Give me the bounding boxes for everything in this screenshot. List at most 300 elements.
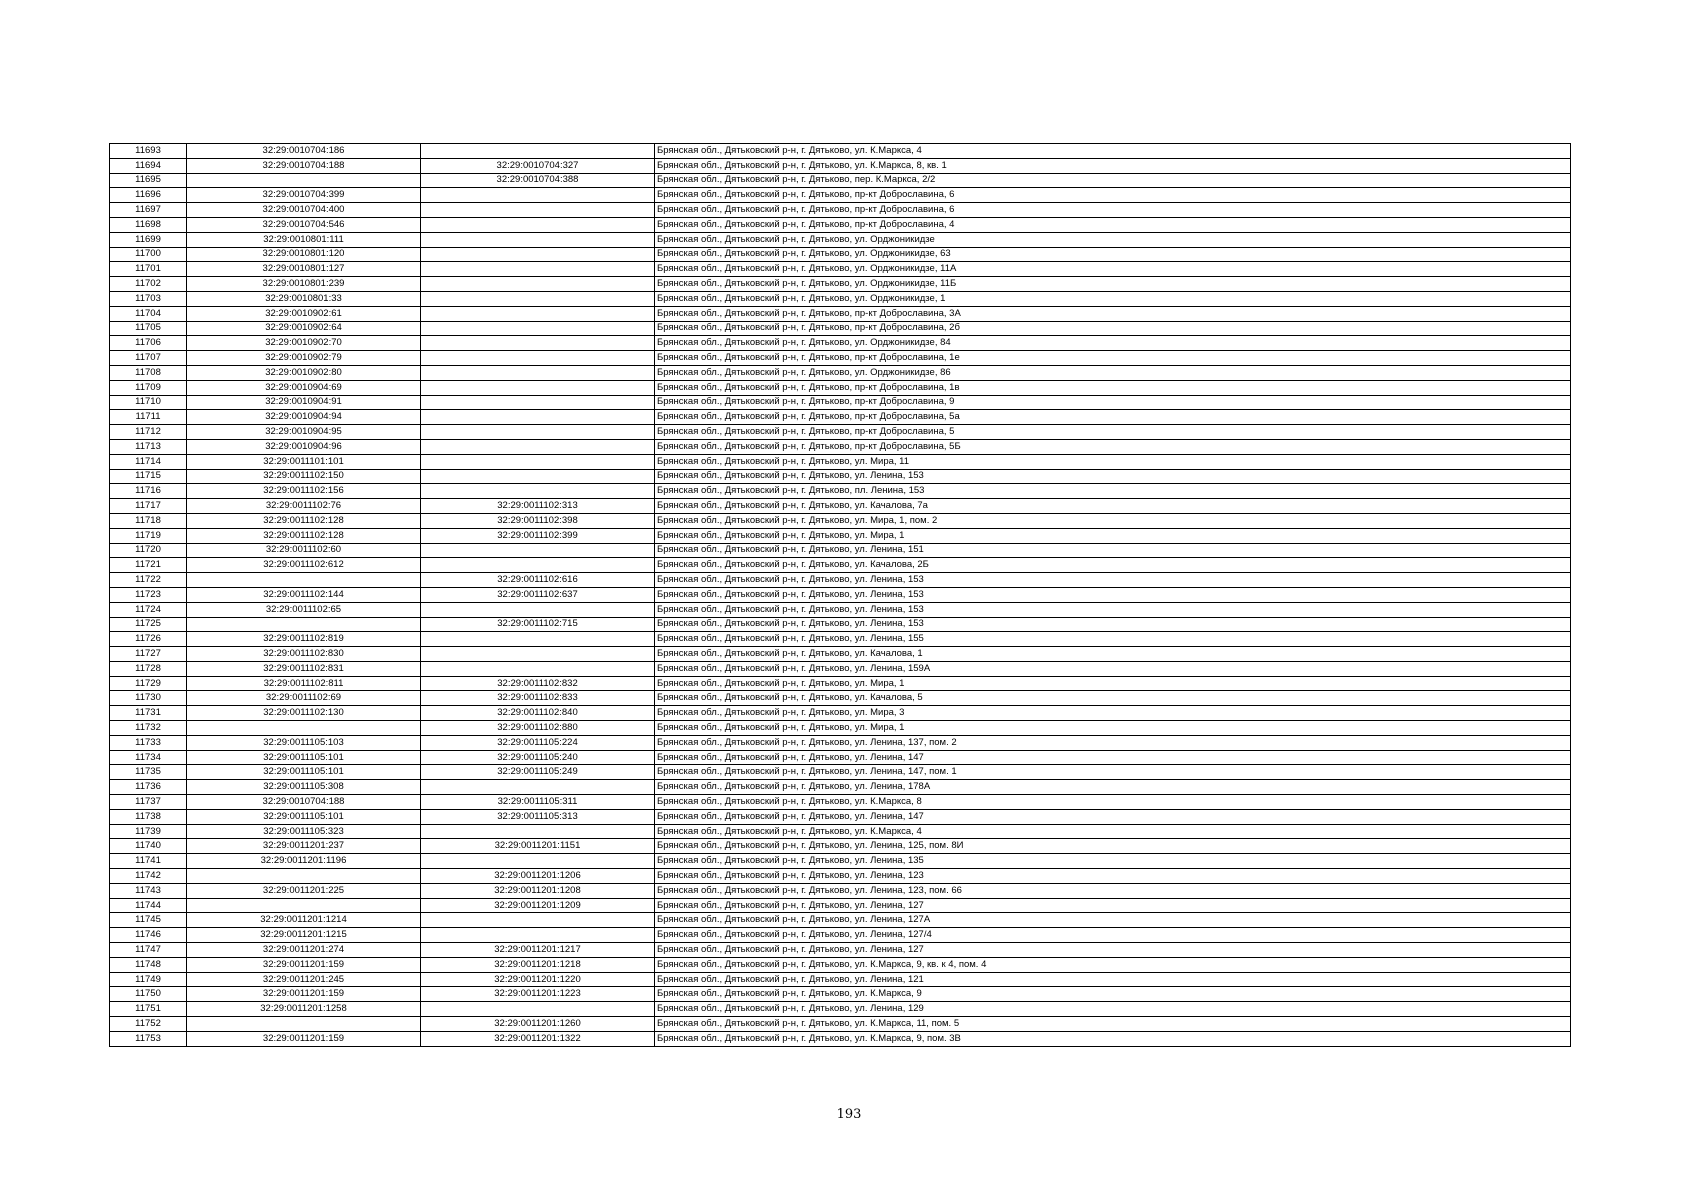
cadastral-number-cell: 32:29:0010801:111: [187, 232, 421, 247]
table-row: [110, 809, 1571, 824]
related-cadastral-number-cell: 32:29:0011105:313: [421, 809, 655, 824]
cadastral-number-cell: [187, 869, 421, 884]
table-row: [110, 439, 1571, 454]
page-number: 193: [836, 1107, 862, 1122]
related-cadastral-number-cell: [421, 425, 655, 440]
address-cell: Брянская обл., Дятьковский р-н, г. Дятьково, ул. Ленина, 123, пом. 66: [655, 883, 1571, 898]
related-cadastral-number-cell: [421, 558, 655, 573]
cadastral-number-cell: 32:29:0010704:400: [187, 203, 421, 218]
row-number-cell: 11695: [110, 173, 187, 188]
table-row: [110, 188, 1571, 203]
related-cadastral-number-cell: [421, 336, 655, 351]
related-cadastral-number-cell: 32:29:0011105:224: [421, 735, 655, 750]
row-number-cell: 11740: [110, 839, 187, 854]
row-number-cell: 11728: [110, 661, 187, 676]
cadastral-number-cell: 32:29:0011102:65: [187, 602, 421, 617]
address-cell: Брянская обл., Дятьковский р-н, г. Дятьково, ул. Ленина, 153: [655, 602, 1571, 617]
table-row: [110, 1017, 1571, 1032]
cadastral-number-cell: 32:29:0011105:101: [187, 750, 421, 765]
row-number-cell: 11704: [110, 306, 187, 321]
address-cell: Брянская обл., Дятьковский р-н, г. Дятьково, пр-кт Доброславина, 3А: [655, 306, 1571, 321]
related-cadastral-number-cell: 32:29:0010704:327: [421, 158, 655, 173]
table-row: [110, 869, 1571, 884]
address-cell: Брянская обл., Дятьковский р-н, г. Дятьково, ул. К.Маркса, 4: [655, 824, 1571, 839]
table-row: [110, 824, 1571, 839]
cadastral-number-cell: 32:29:0011102:811: [187, 676, 421, 691]
row-number-cell: 11696: [110, 188, 187, 203]
address-cell: Брянская обл., Дятьковский р-н, г. Дятьково, ул. Ленина, 127/4: [655, 928, 1571, 943]
address-cell: Брянская обл., Дятьковский р-н, г. Дятьково, ул. Ленина, 155: [655, 632, 1571, 647]
row-number-cell: 11752: [110, 1017, 187, 1032]
row-number-cell: 11705: [110, 321, 187, 336]
address-cell: Брянская обл., Дятьковский р-н, г. Дятьково, пл. Ленина, 153: [655, 484, 1571, 499]
related-cadastral-number-cell: 32:29:0011102:833: [421, 691, 655, 706]
cadastral-number-cell: 32:29:0010704:188: [187, 158, 421, 173]
address-cell: Брянская обл., Дятьковский р-н, г. Дятьково, ул. Орджоникидзе, 11Б: [655, 277, 1571, 292]
related-cadastral-number-cell: [421, 351, 655, 366]
cadastral-number-cell: 32:29:0011102:144: [187, 587, 421, 602]
table-row: [110, 573, 1571, 588]
address-cell: Брянская обл., Дятьковский р-н, г. Дятьково, ул. Ленина, 121: [655, 972, 1571, 987]
cadastral-number-cell: 32:29:0010902:64: [187, 321, 421, 336]
related-cadastral-number-cell: [421, 543, 655, 558]
cadastral-number-cell: 32:29:0011102:150: [187, 469, 421, 484]
cadastral-number-cell: 32:29:0010904:69: [187, 380, 421, 395]
cadastral-number-cell: 32:29:0010902:70: [187, 336, 421, 351]
related-cadastral-number-cell: 32:29:0011105:249: [421, 765, 655, 780]
table-row: [110, 513, 1571, 528]
row-number-cell: 11741: [110, 854, 187, 869]
address-cell: Брянская обл., Дятьковский р-н, г. Дятьково, ул. Ленина, 147, пом. 1: [655, 765, 1571, 780]
table-row: [110, 454, 1571, 469]
address-cell: Брянская обл., Дятьковский р-н, г. Дятьково, ул. Качалова, 2Б: [655, 558, 1571, 573]
address-cell: Брянская обл., Дятьковский р-н, г. Дятьково, ул. К.Маркса, 9, пом. 3В: [655, 1031, 1571, 1046]
row-number-cell: 11747: [110, 943, 187, 958]
address-cell: Брянская обл., Дятьковский р-н, г. Дятьково, ул. Качалова, 1: [655, 647, 1571, 662]
row-number-cell: 11706: [110, 336, 187, 351]
address-cell: Брянская обл., Дятьковский р-н, г. Дятьково, ул. Ленина, 127А: [655, 913, 1571, 928]
cadastral-number-cell: 32:29:0010902:61: [187, 306, 421, 321]
table-row: [110, 469, 1571, 484]
table-row: [110, 410, 1571, 425]
cadastral-number-cell: 32:29:0011102:128: [187, 513, 421, 528]
related-cadastral-number-cell: [421, 661, 655, 676]
cadastral-number-cell: 32:29:0011102:830: [187, 647, 421, 662]
address-cell: Брянская обл., Дятьковский р-н, г. Дятьково, пр-кт Доброславина, 1е: [655, 351, 1571, 366]
related-cadastral-number-cell: 32:29:0011201:1151: [421, 839, 655, 854]
row-number-cell: 11751: [110, 1002, 187, 1017]
row-number-cell: 11719: [110, 528, 187, 543]
row-number-cell: 11716: [110, 484, 187, 499]
row-number-cell: 11730: [110, 691, 187, 706]
row-number-cell: 11711: [110, 410, 187, 425]
registry-table: [109, 143, 1571, 1047]
row-number-cell: 11746: [110, 928, 187, 943]
related-cadastral-number-cell: 32:29:0011201:1223: [421, 987, 655, 1002]
related-cadastral-number-cell: [421, 854, 655, 869]
row-number-cell: 11725: [110, 617, 187, 632]
table-row: [110, 144, 1571, 159]
row-number-cell: 11723: [110, 587, 187, 602]
table-row: [110, 854, 1571, 869]
cadastral-number-cell: 32:29:0011201:1215: [187, 928, 421, 943]
related-cadastral-number-cell: 32:29:0011201:1220: [421, 972, 655, 987]
table-row: [110, 987, 1571, 1002]
row-number-cell: 11707: [110, 351, 187, 366]
table-row: [110, 321, 1571, 336]
table-row: [110, 602, 1571, 617]
related-cadastral-number-cell: [421, 1002, 655, 1017]
table-row: [110, 528, 1571, 543]
cadastral-number-cell: 32:29:0011201:225: [187, 883, 421, 898]
table-row: [110, 721, 1571, 736]
cadastral-number-cell: 32:29:0010801:127: [187, 262, 421, 277]
cadastral-number-cell: 32:29:0011201:1214: [187, 913, 421, 928]
address-cell: Брянская обл., Дятьковский р-н, г. Дятьково, пер. К.Маркса, 2/2: [655, 173, 1571, 188]
cadastral-number-cell: 32:29:0011105:101: [187, 809, 421, 824]
cadastral-number-cell: [187, 721, 421, 736]
related-cadastral-number-cell: 32:29:0011102:398: [421, 513, 655, 528]
address-cell: Брянская обл., Дятьковский р-н, г. Дятьково, пр-кт Доброславина, 9: [655, 395, 1571, 410]
cadastral-number-cell: 32:29:0010801:120: [187, 247, 421, 262]
cadastral-number-cell: 32:29:0011102:819: [187, 632, 421, 647]
table-row: [110, 972, 1571, 987]
address-cell: Брянская обл., Дятьковский р-н, г. Дятьково, пр-кт Доброславина, 5: [655, 425, 1571, 440]
address-cell: Брянская обл., Дятьковский р-н, г. Дятьково, ул. Ленина, 153: [655, 573, 1571, 588]
address-cell: Брянская обл., Дятьковский р-н, г. Дятьково, ул. К.Маркса, 8, кв. 1: [655, 158, 1571, 173]
cadastral-number-cell: [187, 573, 421, 588]
table-row: [110, 1031, 1571, 1046]
related-cadastral-number-cell: 32:29:0011201:1218: [421, 957, 655, 972]
table-row: [110, 750, 1571, 765]
table-row: [110, 928, 1571, 943]
cadastral-number-cell: 32:29:0010904:95: [187, 425, 421, 440]
row-number-cell: 11697: [110, 203, 187, 218]
table-row: [110, 839, 1571, 854]
related-cadastral-number-cell: 32:29:0011201:1206: [421, 869, 655, 884]
row-number-cell: 11729: [110, 676, 187, 691]
related-cadastral-number-cell: 32:29:0011201:1208: [421, 883, 655, 898]
related-cadastral-number-cell: [421, 632, 655, 647]
table-row: [110, 395, 1571, 410]
row-number-cell: 11748: [110, 957, 187, 972]
cadastral-number-cell: 32:29:0010902:79: [187, 351, 421, 366]
cadastral-number-cell: 32:29:0011201:245: [187, 972, 421, 987]
table-row: [110, 203, 1571, 218]
cadastral-number-cell: 32:29:0011201:237: [187, 839, 421, 854]
related-cadastral-number-cell: [421, 247, 655, 262]
cadastral-number-cell: 32:29:0011102:76: [187, 499, 421, 514]
table-row: [110, 365, 1571, 380]
cadastral-number-cell: 32:29:0011102:130: [187, 706, 421, 721]
row-number-cell: 11694: [110, 158, 187, 173]
related-cadastral-number-cell: [421, 439, 655, 454]
row-number-cell: 11718: [110, 513, 187, 528]
related-cadastral-number-cell: [421, 647, 655, 662]
row-number-cell: 11702: [110, 277, 187, 292]
cadastral-number-cell: [187, 898, 421, 913]
table-row: [110, 336, 1571, 351]
address-cell: Брянская обл., Дятьковский р-н, г. Дятьково, ул. Ленина, 135: [655, 854, 1571, 869]
related-cadastral-number-cell: 32:29:0011201:1209: [421, 898, 655, 913]
cadastral-number-cell: 32:29:0011102:156: [187, 484, 421, 499]
address-cell: Брянская обл., Дятьковский р-н, г. Дятьково, ул. Качалова, 5: [655, 691, 1571, 706]
cadastral-number-cell: 32:29:0011201:159: [187, 1031, 421, 1046]
related-cadastral-number-cell: 32:29:0011102:840: [421, 706, 655, 721]
cadastral-number-cell: 32:29:0011201:159: [187, 987, 421, 1002]
table-row: [110, 351, 1571, 366]
table-row: [110, 291, 1571, 306]
related-cadastral-number-cell: 32:29:0011102:715: [421, 617, 655, 632]
related-cadastral-number-cell: [421, 469, 655, 484]
row-number-cell: 11693: [110, 144, 187, 159]
address-cell: Брянская обл., Дятьковский р-н, г. Дятьково, ул. Качалова, 7а: [655, 499, 1571, 514]
related-cadastral-number-cell: 32:29:0011102:399: [421, 528, 655, 543]
table-row: [110, 1002, 1571, 1017]
address-cell: Брянская обл., Дятьковский р-н, г. Дятьково, ул. Орджоникидзе, 86: [655, 365, 1571, 380]
related-cadastral-number-cell: 32:29:0011102:637: [421, 587, 655, 602]
related-cadastral-number-cell: 32:29:0011102:616: [421, 573, 655, 588]
table-row: [110, 617, 1571, 632]
cadastral-number-cell: 32:29:0010904:94: [187, 410, 421, 425]
row-number-cell: 11713: [110, 439, 187, 454]
address-cell: Брянская обл., Дятьковский р-н, г. Дятьково, ул. Ленина, 151: [655, 543, 1571, 558]
row-number-cell: 11734: [110, 750, 187, 765]
row-number-cell: 11708: [110, 365, 187, 380]
table-row: [110, 558, 1571, 573]
address-cell: Брянская обл., Дятьковский р-н, г. Дятьково, ул. Мира, 3: [655, 706, 1571, 721]
table-row: [110, 661, 1571, 676]
cadastral-number-cell: 32:29:0011105:308: [187, 780, 421, 795]
address-cell: Брянская обл., Дятьковский р-н, г. Дятьково, ул. Мира, 1: [655, 721, 1571, 736]
cadastral-number-cell: [187, 617, 421, 632]
table-row: [110, 543, 1571, 558]
table-row: [110, 380, 1571, 395]
row-number-cell: 11749: [110, 972, 187, 987]
cadastral-number-cell: 32:29:0011105:323: [187, 824, 421, 839]
address-cell: Брянская обл., Дятьковский р-н, г. Дятьково, ул. Ленина, 153: [655, 587, 1571, 602]
table-row: [110, 262, 1571, 277]
row-number-cell: 11710: [110, 395, 187, 410]
row-number-cell: 11700: [110, 247, 187, 262]
table-row: [110, 484, 1571, 499]
cadastral-number-cell: 32:29:0011201:274: [187, 943, 421, 958]
row-number-cell: 11701: [110, 262, 187, 277]
address-cell: Брянская обл., Дятьковский р-н, г. Дятьково, ул. К.Маркса, 9, кв. к 4, пом. 4: [655, 957, 1571, 972]
cadastral-number-cell: 32:29:0011102:69: [187, 691, 421, 706]
address-cell: Брянская обл., Дятьковский р-н, г. Дятьково, ул. Ленина, 137, пом. 2: [655, 735, 1571, 750]
address-cell: Брянская обл., Дятьковский р-н, г. Дятьково, ул. Мира, 1: [655, 676, 1571, 691]
cadastral-number-cell: 32:29:0010904:96: [187, 439, 421, 454]
related-cadastral-number-cell: [421, 306, 655, 321]
cadastral-number-cell: 32:29:0010801:33: [187, 291, 421, 306]
cadastral-number-cell: 32:29:0011201:1196: [187, 854, 421, 869]
row-number-cell: 11709: [110, 380, 187, 395]
related-cadastral-number-cell: [421, 203, 655, 218]
cadastral-number-cell: 32:29:0011102:831: [187, 661, 421, 676]
related-cadastral-number-cell: [421, 410, 655, 425]
related-cadastral-number-cell: 32:29:0011105:311: [421, 795, 655, 810]
address-cell: Брянская обл., Дятьковский р-н, г. Дятьково, ул. К.Маркса, 11, пом. 5: [655, 1017, 1571, 1032]
cadastral-number-cell: 32:29:0010704:546: [187, 217, 421, 232]
table-row: [110, 765, 1571, 780]
related-cadastral-number-cell: [421, 321, 655, 336]
address-cell: Брянская обл., Дятьковский р-н, г. Дятьково, пр-кт Доброславина, 6: [655, 203, 1571, 218]
address-cell: Брянская обл., Дятьковский р-н, г. Дятьково, пр-кт Доброславина, 4: [655, 217, 1571, 232]
table-row: [110, 425, 1571, 440]
related-cadastral-number-cell: [421, 780, 655, 795]
row-number-cell: 11736: [110, 780, 187, 795]
related-cadastral-number-cell: [421, 395, 655, 410]
related-cadastral-number-cell: 32:29:0011102:880: [421, 721, 655, 736]
row-number-cell: 11724: [110, 602, 187, 617]
related-cadastral-number-cell: [421, 188, 655, 203]
related-cadastral-number-cell: 32:29:0011102:832: [421, 676, 655, 691]
address-cell: Брянская обл., Дятьковский р-н, г. Дятьково, ул. К.Маркса, 9: [655, 987, 1571, 1002]
related-cadastral-number-cell: [421, 291, 655, 306]
table-row: [110, 217, 1571, 232]
table-row: [110, 691, 1571, 706]
related-cadastral-number-cell: [421, 602, 655, 617]
cadastral-number-cell: 32:29:0011201:159: [187, 957, 421, 972]
row-number-cell: 11717: [110, 499, 187, 514]
cadastral-number-cell: 32:29:0011101:101: [187, 454, 421, 469]
address-cell: Брянская обл., Дятьковский р-н, г. Дятьково, ул. Ленина, 125, пом. 8И: [655, 839, 1571, 854]
related-cadastral-number-cell: [421, 484, 655, 499]
row-number-cell: 11714: [110, 454, 187, 469]
row-number-cell: 11732: [110, 721, 187, 736]
address-cell: Брянская обл., Дятьковский р-н, г. Дятьково, ул. Ленина, 178А: [655, 780, 1571, 795]
table-row: [110, 780, 1571, 795]
registry-table-body: [110, 144, 1571, 1047]
row-number-cell: 11738: [110, 809, 187, 824]
address-cell: Брянская обл., Дятьковский р-н, г. Дятьково, ул. К.Маркса, 8: [655, 795, 1571, 810]
related-cadastral-number-cell: [421, 262, 655, 277]
address-cell: Брянская обл., Дятьковский р-н, г. Дятьково, ул. Мира, 1: [655, 528, 1571, 543]
cadastral-number-cell: 32:29:0011102:128: [187, 528, 421, 543]
table-row: [110, 676, 1571, 691]
row-number-cell: 11721: [110, 558, 187, 573]
related-cadastral-number-cell: [421, 365, 655, 380]
address-cell: Брянская обл., Дятьковский р-н, г. Дятьково, пр-кт Доброславина, 6: [655, 188, 1571, 203]
table-row: [110, 499, 1571, 514]
related-cadastral-number-cell: [421, 454, 655, 469]
related-cadastral-number-cell: [421, 380, 655, 395]
table-row: [110, 647, 1571, 662]
table-row: [110, 158, 1571, 173]
related-cadastral-number-cell: [421, 232, 655, 247]
related-cadastral-number-cell: [421, 144, 655, 159]
row-number-cell: 11733: [110, 735, 187, 750]
row-number-cell: 11753: [110, 1031, 187, 1046]
address-cell: Брянская обл., Дятьковский р-н, г. Дятьково, ул. Орджоникидзе, 11А: [655, 262, 1571, 277]
cadastral-number-cell: 32:29:0011201:1258: [187, 1002, 421, 1017]
cadastral-number-cell: 32:29:0011102:60: [187, 543, 421, 558]
row-number-cell: 11750: [110, 987, 187, 1002]
address-cell: Брянская обл., Дятьковский р-н, г. Дятьково, ул. Ленина, 159А: [655, 661, 1571, 676]
cadastral-number-cell: 32:29:0010704:186: [187, 144, 421, 159]
related-cadastral-number-cell: [421, 928, 655, 943]
address-cell: Брянская обл., Дятьковский р-н, г. Дятьково, пр-кт Доброславина, 2б: [655, 321, 1571, 336]
related-cadastral-number-cell: [421, 277, 655, 292]
table-row: [110, 735, 1571, 750]
related-cadastral-number-cell: 32:29:0011201:1217: [421, 943, 655, 958]
address-cell: Брянская обл., Дятьковский р-н, г. Дятьково, ул. Орджоникидзе, 63: [655, 247, 1571, 262]
table-row: [110, 898, 1571, 913]
row-number-cell: 11742: [110, 869, 187, 884]
table-row: [110, 706, 1571, 721]
row-number-cell: 11712: [110, 425, 187, 440]
related-cadastral-number-cell: [421, 913, 655, 928]
address-cell: Брянская обл., Дятьковский р-н, г. Дятьково, ул. Орджоникидзе, 1: [655, 291, 1571, 306]
address-cell: Брянская обл., Дятьковский р-н, г. Дятьково, пр-кт Доброславина, 1в: [655, 380, 1571, 395]
address-cell: Брянская обл., Дятьковский р-н, г. Дятьково, ул. Ленина, 147: [655, 809, 1571, 824]
row-number-cell: 11744: [110, 898, 187, 913]
row-number-cell: 11720: [110, 543, 187, 558]
address-cell: Брянская обл., Дятьковский р-н, г. Дятьково, ул. Ленина, 147: [655, 750, 1571, 765]
row-number-cell: 11739: [110, 824, 187, 839]
cadastral-number-cell: 32:29:0010704:399: [187, 188, 421, 203]
row-number-cell: 11745: [110, 913, 187, 928]
address-cell: Брянская обл., Дятьковский р-н, г. Дятьково, ул. Ленина, 123: [655, 869, 1571, 884]
cadastral-number-cell: 32:29:0011105:103: [187, 735, 421, 750]
row-number-cell: 11703: [110, 291, 187, 306]
table-row: [110, 587, 1571, 602]
cadastral-number-cell: [187, 173, 421, 188]
table-row: [110, 795, 1571, 810]
address-cell: Брянская обл., Дятьковский р-н, г. Дятьково, ул. Орджоникидзе, 84: [655, 336, 1571, 351]
row-number-cell: 11715: [110, 469, 187, 484]
address-cell: Брянская обл., Дятьковский р-н, г. Дятьково, пр-кт Доброславина, 5Б: [655, 439, 1571, 454]
table-row: [110, 883, 1571, 898]
related-cadastral-number-cell: 32:29:0011201:1260: [421, 1017, 655, 1032]
cadastral-number-cell: 32:29:0010801:239: [187, 277, 421, 292]
related-cadastral-number-cell: 32:29:0010704:388: [421, 173, 655, 188]
table-row: [110, 913, 1571, 928]
address-cell: Брянская обл., Дятьковский р-н, г. Дятьково, ул. Ленина, 127: [655, 943, 1571, 958]
row-number-cell: 11737: [110, 795, 187, 810]
table-row: [110, 632, 1571, 647]
cadastral-number-cell: 32:29:0011102:612: [187, 558, 421, 573]
related-cadastral-number-cell: 32:29:0011102:313: [421, 499, 655, 514]
row-number-cell: 11743: [110, 883, 187, 898]
cadastral-number-cell: [187, 1017, 421, 1032]
cadastral-number-cell: 32:29:0011105:101: [187, 765, 421, 780]
table-row: [110, 277, 1571, 292]
address-cell: Брянская обл., Дятьковский р-н, г. Дятьково, ул. Мира, 1, пом. 2: [655, 513, 1571, 528]
related-cadastral-number-cell: 32:29:0011105:240: [421, 750, 655, 765]
address-cell: Брянская обл., Дятьковский р-н, г. Дятьково, ул. Мира, 11: [655, 454, 1571, 469]
row-number-cell: 11735: [110, 765, 187, 780]
table-row: [110, 173, 1571, 188]
row-number-cell: 11726: [110, 632, 187, 647]
row-number-cell: 11698: [110, 217, 187, 232]
row-number-cell: 11699: [110, 232, 187, 247]
address-cell: Брянская обл., Дятьковский р-н, г. Дятьково, ул. К.Маркса, 4: [655, 144, 1571, 159]
table-row: [110, 232, 1571, 247]
cadastral-number-cell: 32:29:0010904:91: [187, 395, 421, 410]
row-number-cell: 11731: [110, 706, 187, 721]
table-row: [110, 306, 1571, 321]
address-cell: Брянская обл., Дятьковский р-н, г. Дятьково, ул. Ленина, 129: [655, 1002, 1571, 1017]
table-row: [110, 943, 1571, 958]
cadastral-number-cell: 32:29:0010704:188: [187, 795, 421, 810]
address-cell: Брянская обл., Дятьковский р-н, г. Дятьково, пр-кт Доброславина, 5а: [655, 410, 1571, 425]
address-cell: Брянская обл., Дятьковский р-н, г. Дятьково, ул. Ленина, 153: [655, 617, 1571, 632]
related-cadastral-number-cell: [421, 217, 655, 232]
row-number-cell: 11727: [110, 647, 187, 662]
related-cadastral-number-cell: [421, 824, 655, 839]
